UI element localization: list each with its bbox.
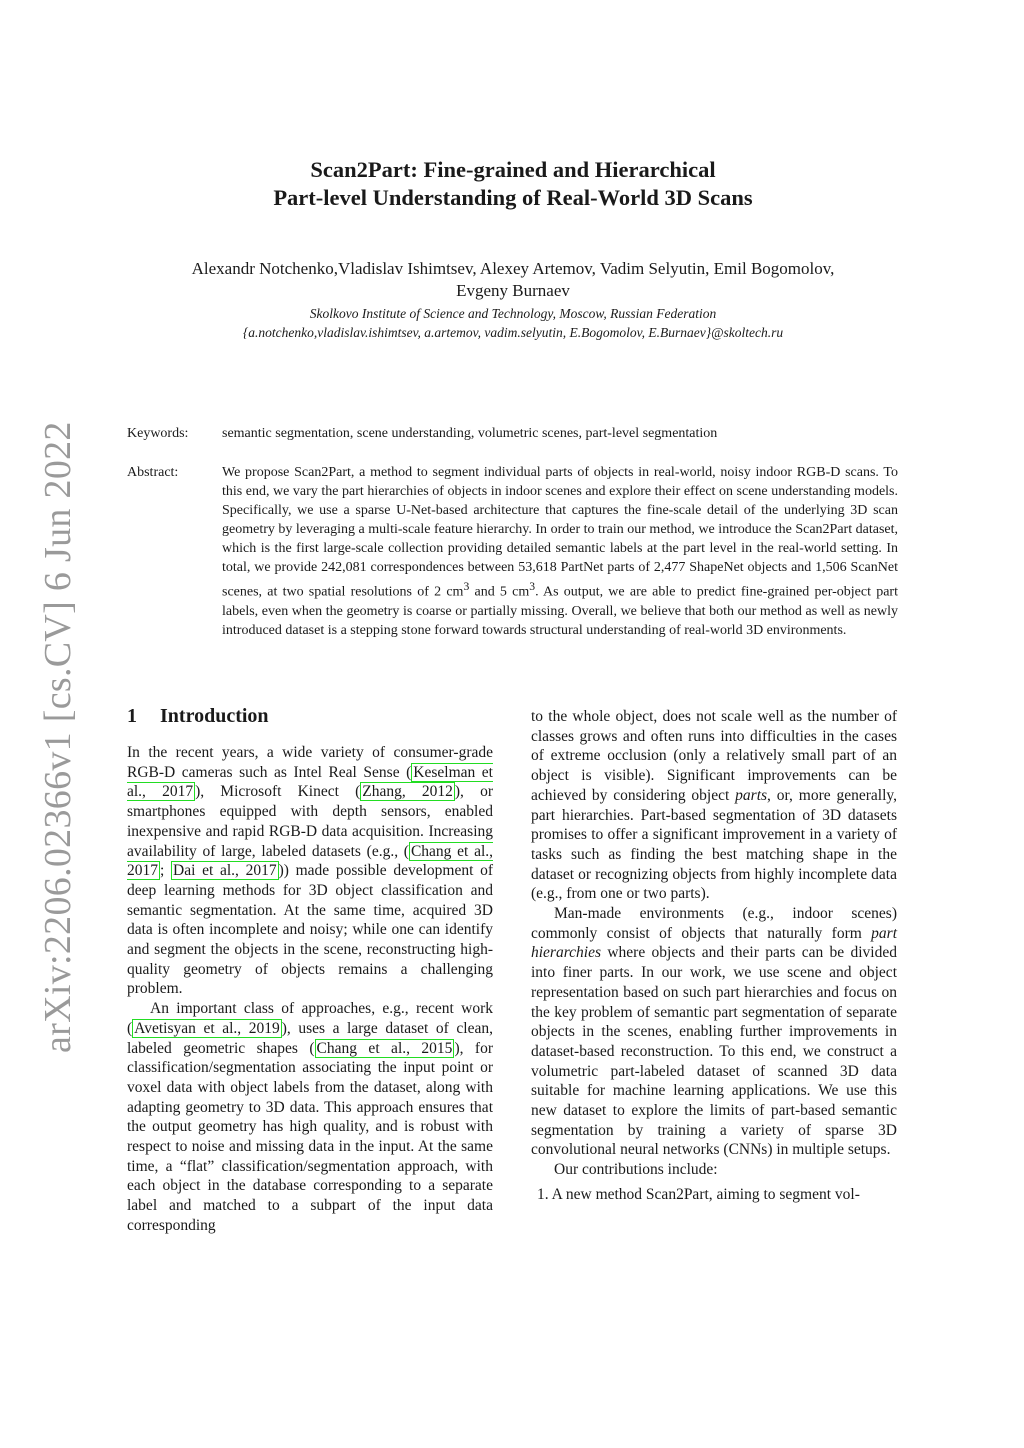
text-run: )) made possible development of deep learning methods for 3D object classification and semantic segmentation. At the same time, acquired 3D data is often incomplete and noisy; while one can identify and segment the objects in the scene, reconstructing high-quality geometry of objects remains a challenging problem. [127,862,493,998]
affiliation [128,304,898,342]
keywords-label: Keywords: [127,426,189,441]
contributions-intro: Our contributions include: [554,1161,718,1179]
abstract-part-1: We propose Scan2Part, a method to segment individual parts of objects in real-world, noisy indoor RGB-D scans. To this end, we vary the part hierarchies of objects in indoor scenes and explore their effect on scene understanding models. Specifically, we use a sparse U-Net-based architecture that captures the fine-scale detail of the underlying 3D scan geometry by leveraging a multi-scale feature hierarchy. In order to train our method, we introduce the Scan2Part dataset, which is the first large-scale collection providing detailed semantic labels at the part level in the real-world setting. In total, we provide 242,081 correspondences between 53,618 PartNet parts of 2,477 ShapeNet objects and 1,506 ScanNet scenes, at two spatial resolutions of 2 cm [222,465,898,600]
paper-title-line-1: Scan2Part: Fine-grained and Hierarchical [310,157,716,182]
emphasis-part-hierarchies: part hierarchies [531,924,897,962]
intro-paragraph-1 [127,743,493,999]
abstract-part-3: . As output, we are able to predict fine-grained per-object part labels, even when the geometry is coarse or partially missing. Overall, we believe that both our method as well as newly introduced dataset is a stepping stone forward towards structural understanding of real-world 3D environments. [222,584,898,638]
author-list-line-1: Alexandr Notchenko,Vladislav Ishimtsev, Alexey Artemov, Vadim Selyutin, Emil Bogomolov, [191,259,835,278]
abstract-label: Abstract: [127,465,179,480]
text-run: Man-made environments (e.g., indoor scenes) commonly consist of objects that naturally form [531,905,897,942]
intro-paragraph-3 [531,707,897,904]
abstract-part-2: and 5 cm [469,584,530,600]
affiliation-emails: {a.notchenko,vladislav.ishimtsev, a.artemov, vadim.selyutin, E.Bogomolov, E.Burnaev}@skoltech.ru [242,325,784,340]
text-run: ), Microsoft Kinect ( [195,783,361,801]
left-column [127,743,493,1236]
list-number: 1. [537,1185,549,1203]
intro-paragraph-4 [531,904,897,1160]
paper-title [128,156,898,212]
section-number: 1 [127,705,137,727]
citation-chang-2017[interactable]: Chang et al., 2017 [127,842,494,880]
text-run: In the recent years, a wide variety of consumer-grade RGB-D cameras such as Intel Real Sense ( [127,744,493,781]
text-run: ), for classification/segmentation associating the input point or voxel data with object labels from the dataset, along with adapting geometry to 3D data. This approach ensures that the output geometry has high quality, and is robust with respect to noise and missing data in the input. At the same time, a “flat” classification/segmentation approach, with each object in the database corresponding to a separate label and matched to a subpart of the input data corresponding [127,1039,493,1234]
abstract-superscript-1: 3 [463,580,470,593]
author-list [128,258,898,302]
text-run: ), uses a large dataset of clean, labeled geometric shapes ( [127,1019,493,1057]
text-run: , or, more generally, part hierarchies. Part-based segmentation of 3D datasets promises to offer a significant improvement in a variety of tasks such as finding the best matching shape in the dataset or recognizing objects from highly incomplete data (e.g., from one or two parts). [531,786,897,903]
citation-dai-2017[interactable]: Dai et al., 2017 [173,862,277,880]
section-title: Introduction [160,705,269,727]
contribution-item-1 [531,1185,897,1205]
section-heading-introduction [127,703,269,729]
citation-zhang-2012[interactable]: Zhang, 2012 [362,783,453,801]
emphasis-parts: parts [735,786,768,804]
text-run: where objects and their parts can be divided into finer parts. In our work, we use scene and object representation based on such part hierarchies and focus on the key problem of semantic part segmentation of separate objects in the scenes, enabling further improvements in dataset-based reconstruction. To this end, we construct a volumetric part-labeled dataset of scanned 3D data suitable for machine learning applications. We use this new dataset to explore the limits of part-based semantic segmentation by training a variety of sparse 3D convolutional neural networks (CNNs) in multiple setups. [531,944,897,1159]
abstract-superscript-2: 3 [529,580,536,593]
abstract-text [222,463,898,640]
citation-chang-2015[interactable]: Chang et al., 2015 [316,1039,453,1057]
citation-keselman-2017[interactable]: Keselman et al., 2017 [127,763,493,801]
text-run: ; [160,862,171,880]
affiliation-institute: Skolkovo Institute of Science and Technology, Moscow, Russian Federation [309,306,717,321]
intro-paragraph-2 [127,999,493,1235]
list-text: A new method Scan2Part, aiming to segment vol- [551,1185,860,1203]
keywords-text: semantic segmentation, scene understanding, volumetric scenes, part-level segmentation [222,426,718,441]
author-list-line-2: Evgeny Burnaev [456,281,570,300]
paper-title-line-2: Part-level Understanding of Real-World 3D Scans [273,185,753,210]
right-column [531,707,897,1205]
text-run: An important class of approaches, e.g., recent work ( [127,1000,493,1037]
arxiv-identifier: arXiv:2206.02366v1 [cs.CV] 6 Jun 2022 [37,421,79,1053]
text-run: to the whole object, does not scale well as the number of classes grows and often runs into difficulties in the cases of extreme occlusion (only a relatively small part of an object is visible). Significant improvements can be achieved by considering object [531,708,897,804]
citation-avetisyan-2019[interactable]: Avetisyan et al., 2019 [134,1019,280,1037]
text-run: ), or smartphones equipped with depth sensors, enabled inexpensive and rapid RGB-D data acquisition. Increasing availability of large, labeled datasets (e.g., ( [127,783,494,860]
